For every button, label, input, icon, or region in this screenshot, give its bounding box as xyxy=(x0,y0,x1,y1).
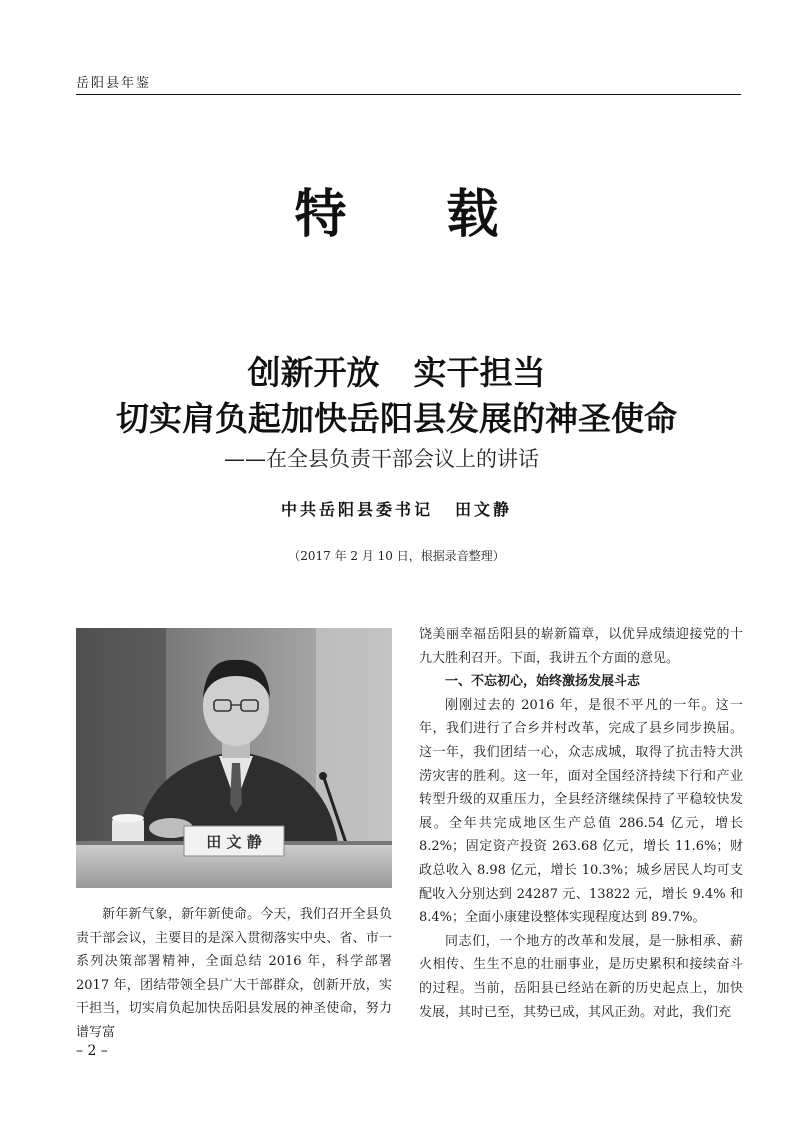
date-note: （2017 年 2 月 10 日，根据录音整理） xyxy=(288,549,505,563)
author-role: 中共岳阳县委书记 xyxy=(280,500,433,519)
section-heading-1: 一、不忘初心，始终激扬发展斗志 xyxy=(445,674,641,690)
nameplate-text: 田 文 静 xyxy=(206,833,262,851)
header-rule xyxy=(76,94,741,95)
page-number: – 2 – xyxy=(76,1043,108,1059)
article-subtitle: ——在全县负责干部会议上的讲话 xyxy=(224,447,539,471)
body-column-left xyxy=(76,903,392,1045)
article-title-part-2: 实干担当 xyxy=(413,353,546,392)
body-paragraph: 同志们，一个地方的改革和发展，是一脉相承、薪火相传、生生不息的壮丽事业，是历史累积和接续奋斗的过程。当前，岳阳县已经站在新的历史起点上，加快发展，其时已至，其势已成，其风正劲。对此，我们充 xyxy=(419,933,743,1020)
body-paragraph: 新年新气象，新年新使命。今天，我们召开全县负责干部会议，主要目的是深入贯彻落实中央、省、市一系列决策部署精神，全面总结 2016 年，科学部署 2017 年，团结带领全县广大干部群众，创新开放，实干担当，切实肩负起加快岳阳县发展的神圣使命，努力谱写富 xyxy=(76,907,392,1040)
running-head-title: 岳阳县年鉴 xyxy=(76,76,152,91)
speaker-photo-image xyxy=(76,628,392,888)
author-name: 田文静 xyxy=(455,500,513,519)
body-column-right xyxy=(419,623,743,1024)
article-title-part-1: 创新开放 xyxy=(247,353,380,392)
section-title-char-1: 特 xyxy=(294,185,347,245)
section-title xyxy=(0,172,793,247)
article-title-line-2: 切实肩负起加快岳阳县发展的神圣使命 xyxy=(116,399,677,438)
byline xyxy=(0,497,793,520)
body-paragraph: 饶美丽幸福岳阳县的崭新篇章，以优异成绩迎接党的十九大胜利召开。下面，我讲五个方面的意见。 xyxy=(419,627,743,666)
article-title-line-1 xyxy=(0,347,793,394)
body-paragraph: 刚刚过去的 2016 年，是很不平凡的一年。这一年，我们进行了合乡并村改革，完成了县乡同步换届。这一年，我们团结一心，众志成城，取得了抗击特大洪涝灾害的胜利。这一年，面对全国经济持续下行和产业转型升级的双重压力，全县经济继续保持了平稳较快发展。全年共完成地区生产总值 286.54 亿元，增长 8.2%；固定资产投资 263.68 亿元，增长 11.6%；财政总收入 8.98 亿元，增长 10.3%；城乡居民人均可支配收入分别达到 24287 元、13822 元，增长 9.4% 和 8.4%；全面小康建设整体实现程度达到 89.7%。 xyxy=(419,697,743,926)
section-title-char-2: 载 xyxy=(446,185,499,245)
speaker-photo xyxy=(76,628,392,888)
